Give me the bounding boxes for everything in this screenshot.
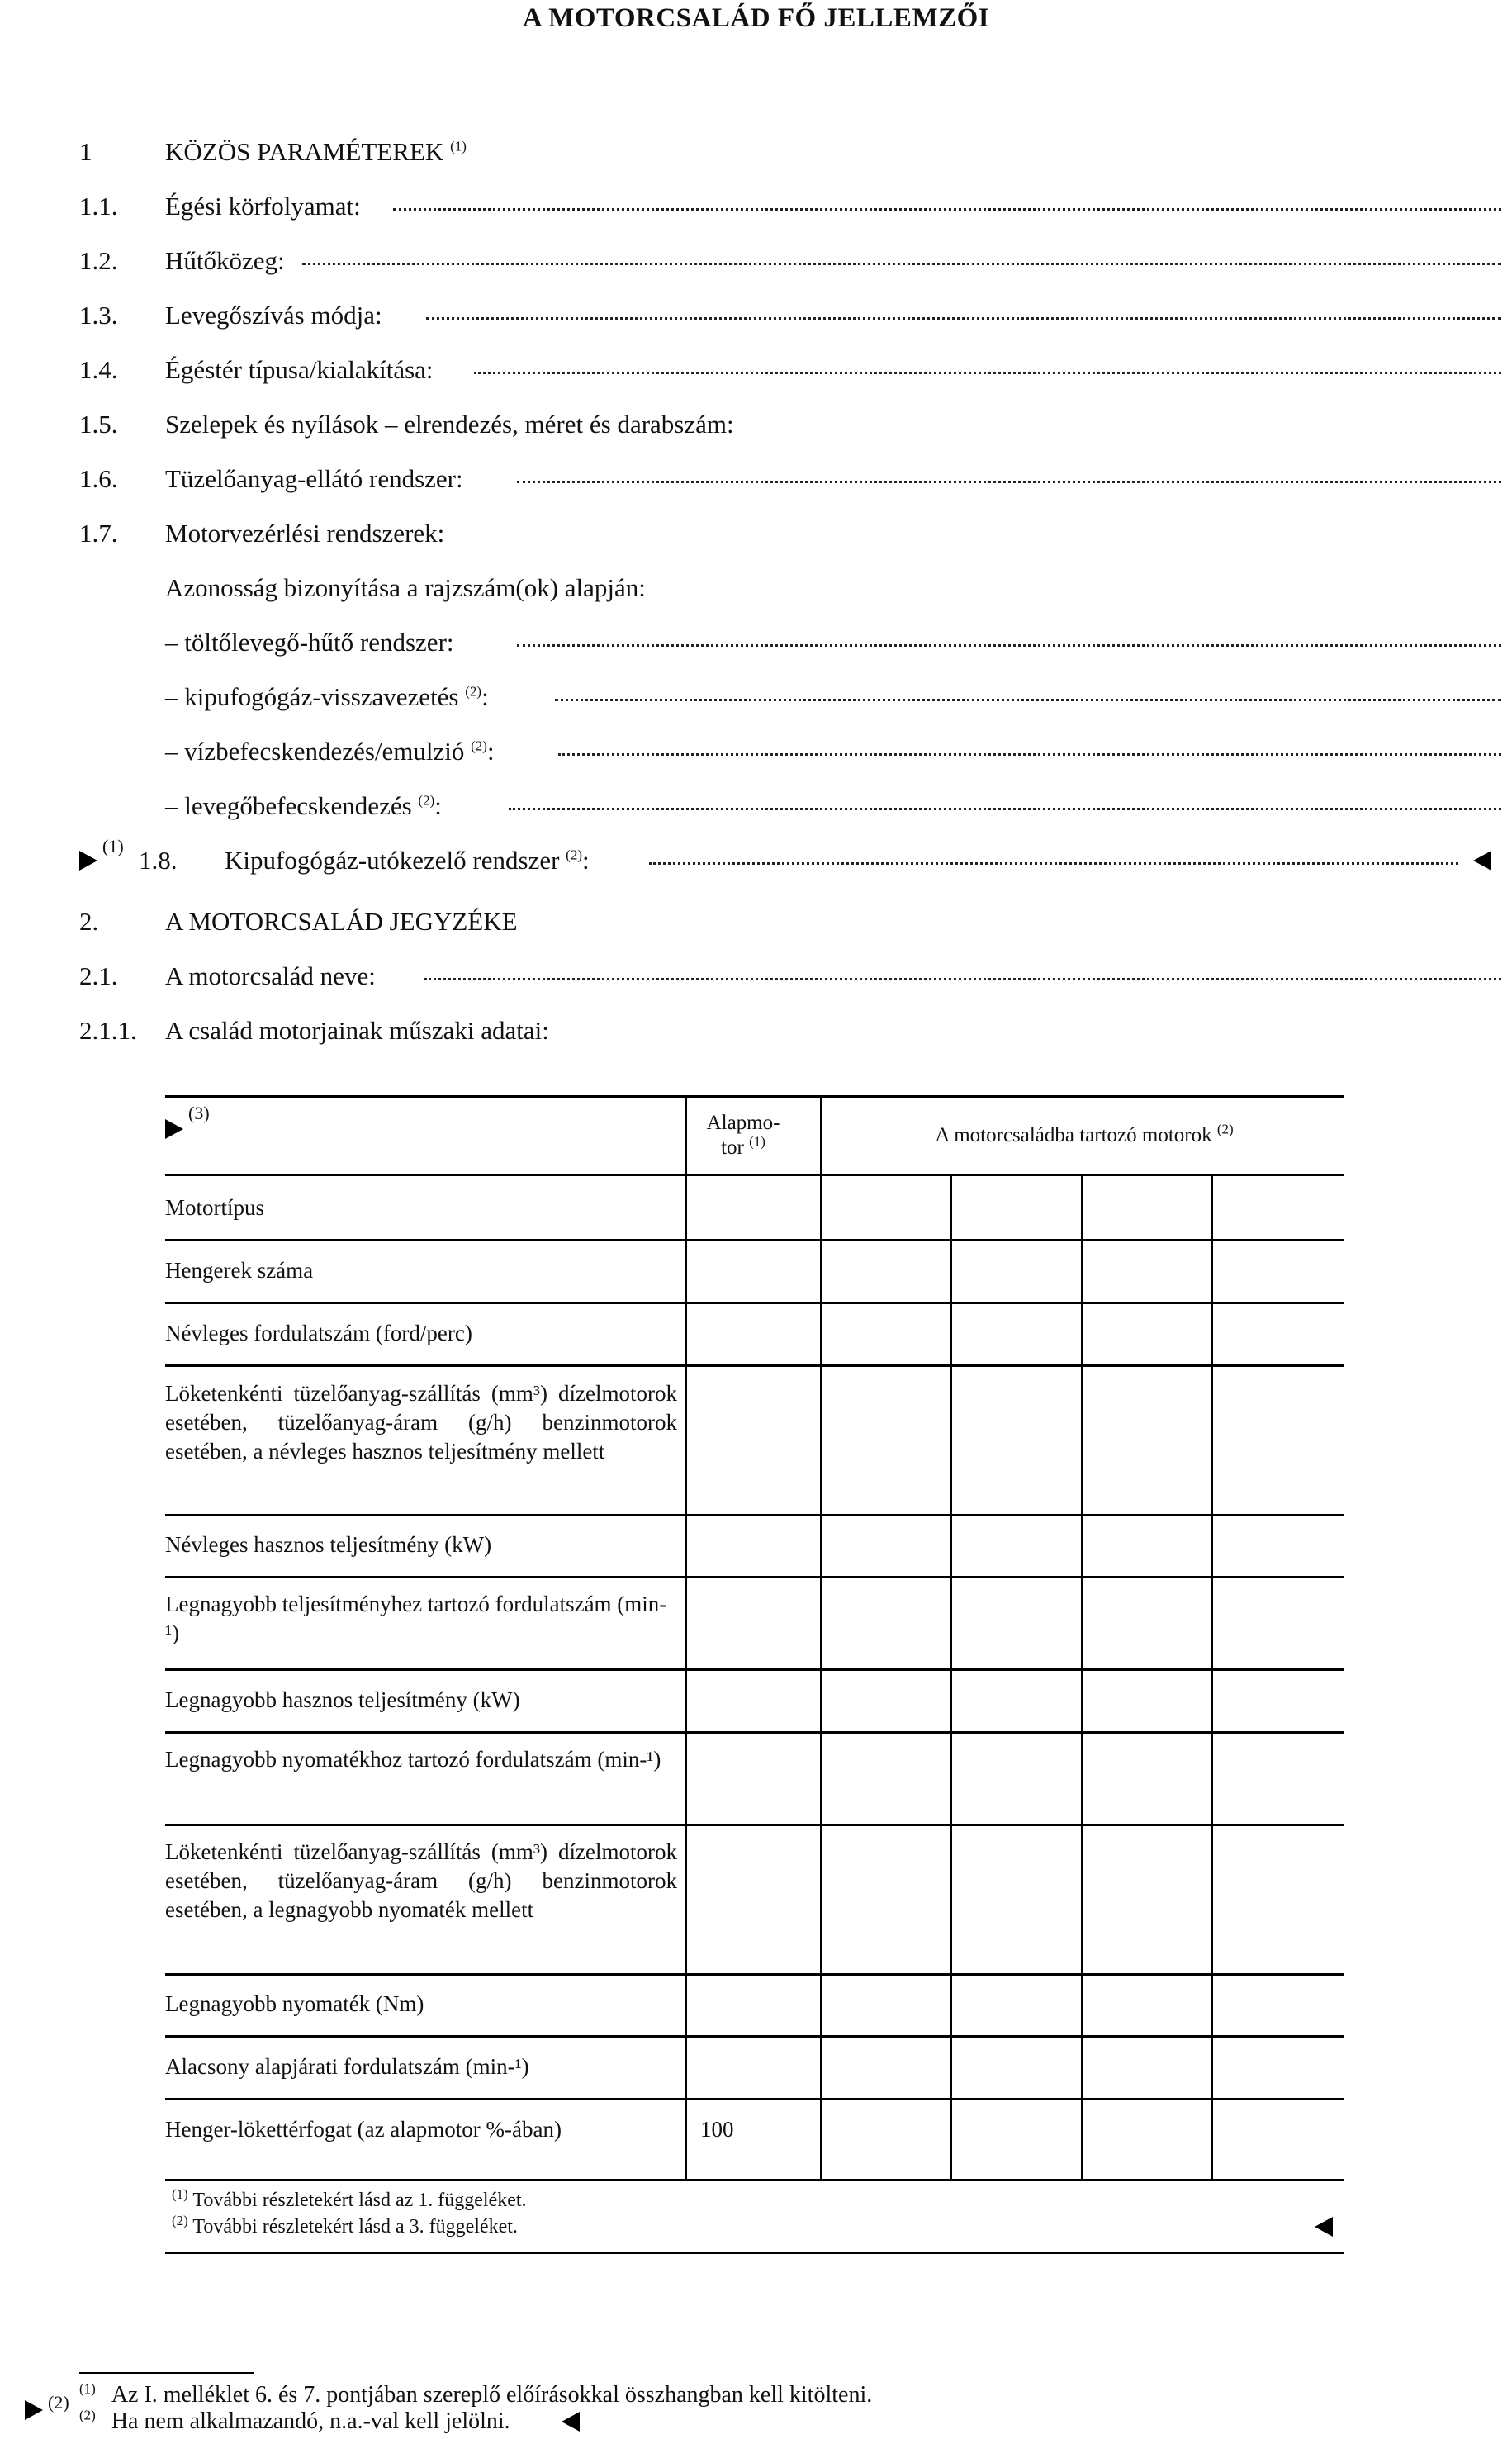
fill-in-dots[interactable] (393, 208, 1501, 211)
fill-in-dots[interactable] (509, 808, 1501, 810)
section-number: 1 (79, 137, 92, 166)
field-number: 1.3. (79, 301, 118, 330)
field-label: Kipufogógáz-utókezelő rendszer $^{(2)}$: (225, 846, 590, 875)
row-rule (165, 1973, 1344, 1976)
amendment-marker: (2) (48, 2392, 69, 2413)
amendment-end-icon (562, 2412, 580, 2432)
amendment-end-icon (1315, 2217, 1333, 2237)
field-row (79, 244, 1500, 278)
field-number: 1.7. (79, 519, 118, 548)
field-label: Szelepek és nyílások – elrendezés, méret és darabszám: (165, 410, 734, 439)
field-row (79, 354, 1500, 387)
row-rule (165, 1824, 1344, 1826)
row-label: Legnagyobb nyomatékhoz tartozó fordulatszám (min-¹) (165, 1747, 661, 1772)
field-number: 2.1. (79, 961, 118, 990)
field-label: Hűtőközeg: (165, 246, 285, 275)
header-family-members: A motorcsaládba tartozó motorok $^{(2)}$ (935, 1121, 1234, 1146)
row-rule (165, 1364, 1344, 1367)
field-row (79, 408, 1500, 441)
page-title: A MOTORCSALÁD FŐ JELLEMZŐI (522, 3, 990, 33)
table-note: $^{(2)}$ További részletekért lásd a 3. függeléket. (172, 2213, 518, 2237)
amendment-marker: (1) (102, 836, 124, 856)
footnote: $^{(1)}$ Az I. melléklet 6. és 7. pontjában szereplő előírásokkal összhangban kell kitölteni. (79, 2380, 873, 2408)
row-rule (165, 1576, 1344, 1578)
field-label: – kipufogógáz-visszavezetés $^{(2)}$: (165, 682, 489, 711)
row-label: Löketenkénti tüzelőanyag-szállítás (mm³) dízelmotorok esetében, tüzelőanyag-áram (g/h) benzinmotorok esetében, a legnagyobb nyomaték mellett (165, 1839, 677, 1922)
row-rule (165, 1668, 1344, 1671)
field-label: Levegőszívás módja: (165, 301, 382, 330)
section-title: A MOTORCSALÁD JEGYZÉKE (165, 907, 518, 936)
row-label: Legnagyobb hasznos teljesítmény (kW) (165, 1687, 520, 1712)
row-rule (165, 1239, 1344, 1241)
field-number: 2.1.1. (79, 1016, 137, 1045)
field-row (79, 299, 1500, 332)
fill-in-dots[interactable] (517, 481, 1501, 483)
row-label: Hengerek száma (165, 1258, 314, 1283)
field-number: 1.5. (79, 410, 118, 439)
row-rule (165, 1731, 1344, 1734)
field-label: Égéstér típusa/kialakítása: (165, 355, 434, 384)
field-label: Motorvezérlési rendszerek: (165, 519, 445, 548)
row-rule (165, 2179, 1344, 2181)
field-number: 1.8. (139, 846, 178, 875)
row-label: Henger-lökettérfogat (az alapmotor %-ában) (165, 2117, 562, 2142)
table-header-rule (165, 1174, 1344, 1176)
amendment-start-icon (25, 2400, 43, 2420)
col-divider (1081, 1174, 1083, 2180)
row-label: Névleges hasznos teljesítmény (kW) (165, 1532, 492, 1557)
col-divider (685, 1095, 687, 2180)
row-rule (165, 2035, 1344, 2038)
col-divider (950, 1174, 952, 2180)
field-row (79, 463, 1500, 496)
field-number: 1.1. (79, 192, 118, 221)
sub-field-row (79, 626, 1500, 659)
fill-in-dots[interactable] (555, 699, 1501, 701)
fill-in-dots[interactable] (649, 862, 1458, 865)
identity-note: Azonosság bizonyítása a rajzszám(ok) alapján: (165, 573, 646, 602)
field-label: Tüzelőanyag-ellátó rendszer: (165, 464, 463, 493)
sub-field-row (79, 681, 1500, 714)
footnote-separator (79, 2372, 254, 2374)
col-divider (1211, 1174, 1213, 2180)
field-label: – töltőlevegő-hűtő rendszer: (165, 628, 454, 657)
fill-in-dots[interactable] (517, 644, 1501, 647)
row-rule (165, 1302, 1344, 1304)
field-number: 1.2. (79, 246, 118, 275)
field-row (79, 1014, 1500, 1047)
field-number: 1.4. (79, 355, 118, 384)
field-row (79, 517, 1500, 550)
sub-field-row (79, 735, 1500, 768)
parent-engine-value: 100 (700, 2117, 734, 2142)
field-label: Égési körfolyamat: (165, 192, 361, 221)
section-1-heading (79, 135, 1500, 168)
fill-in-dots[interactable] (424, 978, 1501, 980)
amendment-start-icon (165, 1119, 183, 1139)
fill-in-dots[interactable] (474, 372, 1501, 374)
field-label: – vízbefecskendezés/emulzió $^{(2)}$: (165, 737, 495, 766)
field-row (79, 190, 1500, 223)
field-label: A család motorjainak műszaki adatai: (165, 1016, 549, 1045)
row-label: Névleges fordulatszám (ford/perc) (165, 1321, 472, 1345)
table-note: $^{(1)}$ További részletekért lásd az 1. függeléket. (172, 2186, 527, 2211)
field-number: 1.6. (79, 464, 118, 493)
row-label: Legnagyobb teljesítményhez tartozó fordulatszám (min-¹) (165, 1592, 667, 1645)
fill-in-dots[interactable] (426, 317, 1501, 320)
section-2-heading (79, 905, 1500, 938)
fill-in-dots[interactable] (558, 753, 1501, 756)
row-label: Motortípus (165, 1195, 265, 1220)
header-parent-engine: Alapmo- tor $^{(1)}$ (706, 1112, 780, 1159)
col-divider (820, 1095, 822, 2180)
amendment-marker: (3) (188, 1103, 210, 1123)
field-row (79, 844, 1500, 877)
sub-field-row (79, 790, 1500, 823)
footnote: $^{(2)}$ Ha nem alkalmazandó, n.a.-val kell jelölni. (79, 2407, 510, 2434)
row-label: Legnagyobb nyomaték (Nm) (165, 1991, 424, 2016)
field-row (79, 960, 1500, 993)
amendment-end-icon (1473, 851, 1491, 871)
row-label: Löketenkénti tüzelőanyag-szállítás (mm³) dízelmotorok esetében, tüzelőanyag-áram (g/h) benzinmotorok esetében, a névleges hasznos teljesítmény mellett (165, 1381, 677, 1464)
row-rule (165, 2098, 1344, 2100)
section-number: 2. (79, 907, 99, 936)
field-label: – levegőbefecskendezés $^{(2)}$: (165, 791, 442, 820)
row-rule (165, 1514, 1344, 1516)
table-bottom-rule (165, 2252, 1344, 2254)
table-top-rule (165, 1095, 1344, 1098)
field-label: A motorcsalád neve: (165, 961, 376, 990)
fill-in-dots[interactable] (302, 263, 1501, 265)
section-title: KÖZÖS PARAMÉTEREK $^{(1)}$ (165, 137, 467, 166)
row-label: Alacsony alapjárati fordulatszám (min-¹) (165, 2054, 529, 2079)
